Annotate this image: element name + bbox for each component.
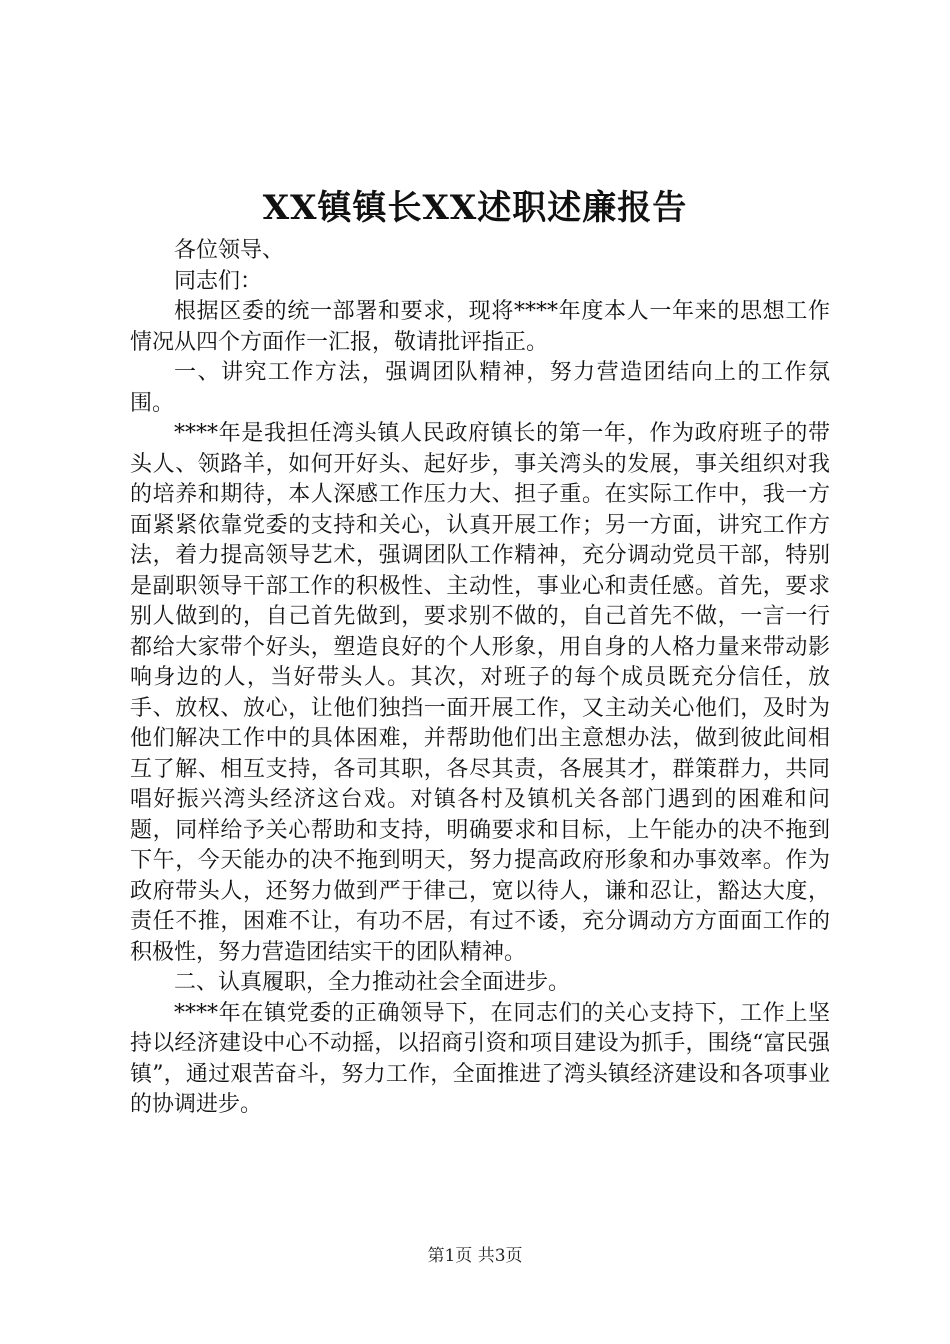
salutation-line-1: 各位领导、	[174, 238, 285, 263]
section-heading-1: 一、讲究工作方法，强调团队精神，努力营造团结向上的工作氛围。	[130, 360, 830, 416]
document-title: XX镇镇长XX述职述廉报告	[262, 188, 688, 228]
section-1-paragraph: ****年是我担任湾头镇人民政府镇长的第一年，作为政府班子的带头人、领路羊，如何开好头、起好步，事关湾头的发展，事关组织对我的培养和期待，本人深感工作压力大、担子重。在实际工作中，我一方面紧紧依靠党委的支持和关心，认真开展工作；另一方面，讲究工作方法，着力提高领导艺术，强调团队工作精神，充分调动党员干部，特别是副职领导干部工作的积极性、主动性，事业心和责任感。首先，要求别人做到的，自己首先做到，要求别不做的，自己首先不做，一言一行都给大家带个好头，塑造良好的个人形象，用自身的人格力量来带动影响身边的人，当好带头人。其次，对班子的每个成员既充分信任，放手、放权、放心，让他们独挡一面开展工作，又主动关心他们，及时为他们解决工作中的具体困难，并帮助他们出主意想办法，做到彼此间相互了解、相互支持，各司其职，各尽其责，各展其才，群策群力，共同唱好振兴湾头经济这台戏。对镇各村及镇机关各部门遇到的困难和问题，同样给予关心帮助和支持，明确要求和目标，上午能办的决不拖到下午，今天能办的决不拖到明天，努力提高政府形象和办事效率。作为政府带头人，还努力做到严于律己，宽以待人，谦和忍让，豁达大度，责任不推，困难不让，有功不居，有过不诿，充分调动方方面面工作的积极性，努力营造团结实干的团队精神。	[130, 421, 830, 965]
section-2-paragraph: ****年在镇党委的正确领导下，在同志们的关心支持下，工作上坚持以经济建设中心不动摇，以招商引资和项目建设为抓手，围绕“富民强镇”，通过艰苦奋斗，努力工作，全面推进了湾头镇经济建设和各项事业的协调进步。	[130, 1000, 830, 1117]
page-number-footer: 第1页 共3页	[427, 1246, 523, 1266]
intro-paragraph: 根据区委的统一部署和要求，现将****年度本人一年来的思想工作情况从四个方面作一汇报，敬请批评指正。	[130, 299, 830, 355]
salutation-line-2: 同志们：	[174, 268, 263, 294]
document-body	[130, 236, 830, 1121]
section-heading-2: 二、认真履职，全力推动社会全面进步。	[174, 970, 571, 995]
